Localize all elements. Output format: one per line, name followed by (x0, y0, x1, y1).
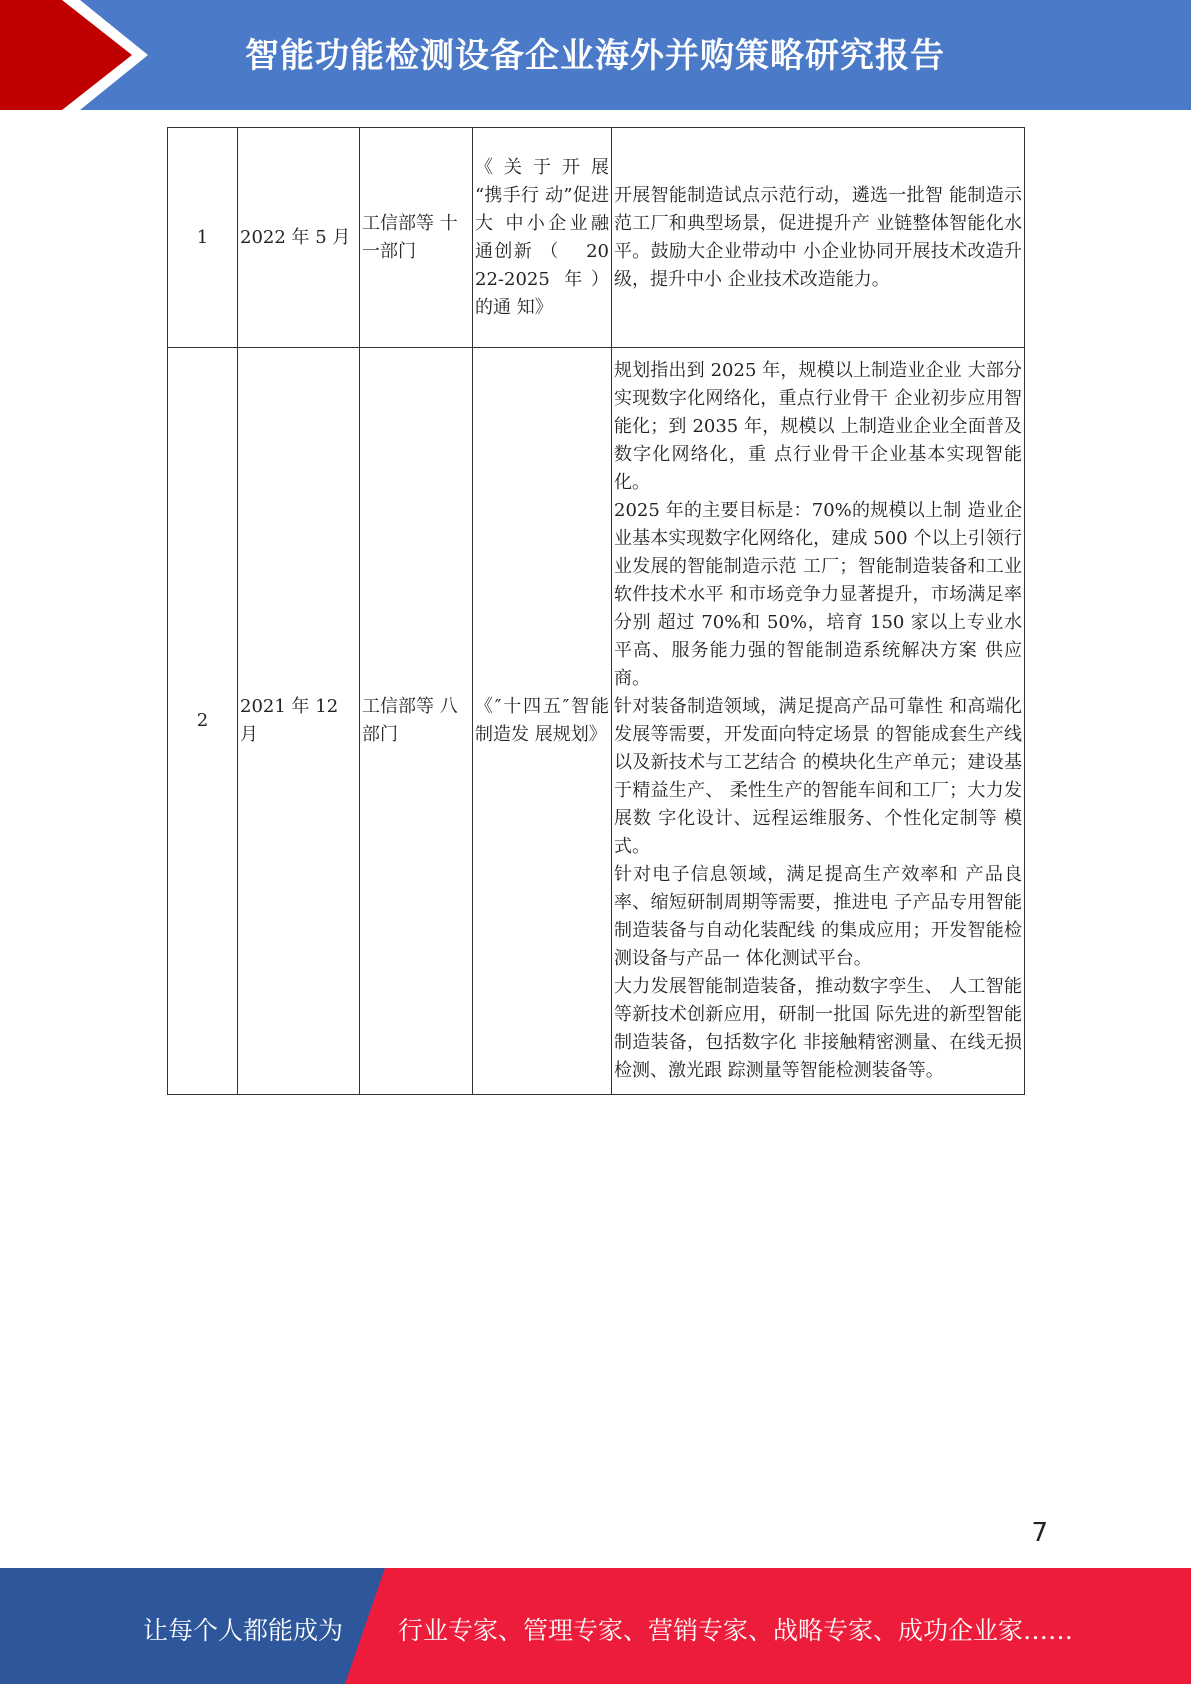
policy-document: 《″十四五″智能制造发 展规划》 (473, 348, 612, 1095)
policy-content (612, 128, 1025, 348)
content-paragraph: 针对装备制造领域，满足提高产品可靠性 和高端化发展等需要，开发面向特定场景 的智能成套生产线以及新技术与工艺结合 的模块化生产单元；建设基于精益生产、 柔性生产的智能车间和工厂；大力发展数 字化设计、远程运维服务、个性化定制等 模式。 (614, 696, 1022, 857)
content-paragraph: 针对电子信息领域，满足提高生产效率和 产品良率、缩短研制周期等需要，推进电 子产品专用智能制造装备与自动化装配线 的集成应用；开发智能检测设备与产品一 体化测试平台。 (614, 864, 1022, 969)
content-paragraph: 开展智能制造试点示范行动，遴选一批智 能制造示范工厂和典型场景，促进提升产 业链整体智能化水平。鼓励大企业带动中 小企业协同开展技术改造升级，提升中小 企业技术改造能力。 (614, 184, 1022, 290)
policy-document: 《 关 于 开 展 “携手行 动”促进大 中小企业融 通创新 （ 2022-2025 年）的通 知》 (473, 128, 612, 348)
policy-content (612, 348, 1025, 1095)
report-title: 智能功能检测设备企业海外并购策略研究报告 (245, 36, 945, 76)
row-number: 2 (168, 348, 238, 1095)
issuing-department: 工信部等 十一部门 (360, 128, 473, 348)
page-number: 7 (1031, 1518, 1048, 1548)
table-row (168, 348, 1025, 1095)
page-footer (0, 1568, 1191, 1684)
footer-slogan-right: 行业专家、管理专家、营销专家、战略专家、成功企业家…… (398, 1616, 1074, 1645)
header-red-chevron (0, 0, 148, 110)
content-paragraph: 规划指出到 2025 年，规模以上制造业企业 大部分实现数字化网络化，重点行业骨干 企业初步应用智能化；到 2035 年，规模以 上制造业企业全面普及数字化网络化，重 点行业骨干企业基本实现智能化。 (614, 360, 1022, 493)
content-paragraph: 大力发展智能制造装备，推动数字孪生、 人工智能等新技术创新应用，研制一批国 际先进的新型智能制造装备，包括数字化 非接触精密测量、在线无损检测、激光跟 踪测量等智能检测装备等。 (614, 976, 1022, 1081)
row-number: 1 (168, 128, 238, 348)
issue-date: 2021 年 12 月 (238, 348, 360, 1095)
table-row (168, 128, 1025, 348)
page-header (0, 0, 1191, 110)
policy-table (167, 127, 1025, 1095)
footer-slogan-left: 让每个人都能成为 (143, 1616, 344, 1645)
issue-date: 2022 年 5 月 (238, 128, 360, 348)
content-paragraph: 2025 年的主要目标是：70%的规模以上制 造业企业基本实现数字化网络化，建成 500 个以上引领行业发展的智能制造示范 工厂；智能制造装备和工业软件技术水平 和市场竞争力显著提升，市场满足率分别 超过 70%和 50%，培育 150 家以上专业水平高、服务能力强的智能制造系统解决方案 供应商。 (614, 500, 1022, 689)
issuing-department: 工信部等 八部门 (360, 348, 473, 1095)
